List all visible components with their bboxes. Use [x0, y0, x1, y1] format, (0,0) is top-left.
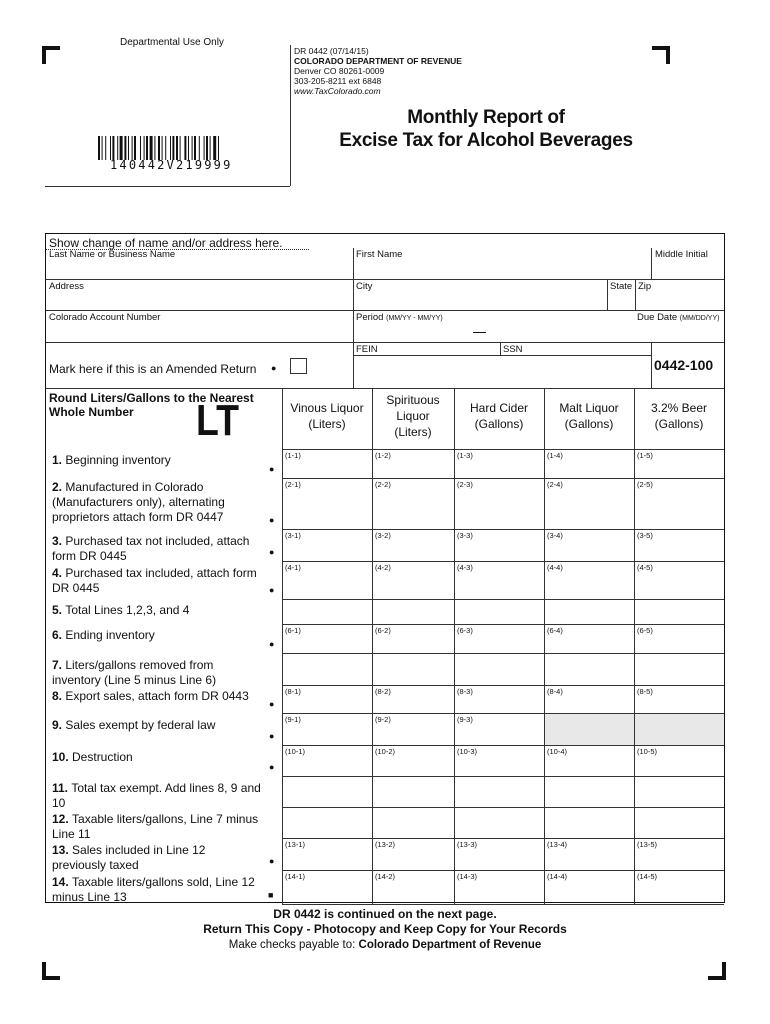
amount-cell[interactable] — [373, 654, 454, 685]
cell-code: (9-3) — [457, 715, 473, 724]
checks-payee: Colorado Department of Revenue — [358, 939, 542, 951]
address-label: Address — [49, 281, 84, 292]
cell-code: (10-5) — [637, 747, 658, 756]
amount-cell — [545, 714, 634, 745]
fein-label: FEIN — [356, 344, 378, 355]
barcode-bar — [162, 136, 163, 160]
cell-code: (3-4) — [547, 531, 563, 540]
cell-code: (10-2) — [375, 747, 396, 756]
state-label: State — [610, 281, 633, 292]
barcode-bar — [117, 136, 118, 160]
first-name-label: First Name — [356, 249, 403, 260]
row-label — [52, 812, 262, 842]
cell-code: (2-3) — [457, 480, 473, 489]
row-divider — [282, 904, 724, 905]
row-label — [52, 603, 262, 618]
row-label — [52, 843, 262, 873]
divider — [46, 279, 724, 280]
column-header-line: Malt Liquor — [559, 401, 619, 415]
amount-cell — [635, 714, 724, 745]
account-number-field[interactable] — [46, 325, 354, 342]
amount-cell[interactable] — [545, 777, 634, 807]
cell-code: (1-5) — [637, 451, 653, 460]
barcode-bar — [132, 136, 133, 160]
row-label — [52, 781, 262, 811]
last-name-label: Last Name or Business Name — [49, 249, 176, 260]
column-header-line: Vinous Liquor — [290, 401, 364, 415]
row-label — [52, 480, 262, 525]
row-label — [52, 875, 262, 905]
form-code: 0442-100 — [654, 357, 714, 373]
bullet-icon: ● — [269, 464, 275, 474]
amount-cell[interactable] — [373, 777, 454, 807]
row-label-text: Liters/gallons removed from inventory (Line 5 minus Line 6) — [52, 658, 217, 687]
checks-note — [0, 938, 770, 953]
cell-code: (14-1) — [285, 872, 306, 881]
barcode-bar — [105, 136, 106, 160]
cell-code: (10-1) — [285, 747, 306, 756]
cell-code: (4-5) — [637, 563, 653, 572]
row-label — [52, 453, 262, 468]
cell-code: (2-1) — [285, 480, 301, 489]
row-number: 1. — [52, 453, 66, 467]
column-header-line: (Gallons) — [564, 417, 614, 431]
amount-cell[interactable] — [283, 654, 372, 685]
amount-cell[interactable] — [455, 600, 544, 624]
fein-field[interactable] — [354, 356, 500, 388]
amount-cell[interactable] — [455, 808, 544, 838]
barcode-bar — [120, 136, 123, 160]
cell-code: (8-2) — [375, 687, 391, 696]
cell-code: (14-5) — [637, 872, 658, 881]
cell-code: (3-1) — [285, 531, 301, 540]
agency-name: COLORADO DEPARTMENT OF REVENUE — [294, 56, 462, 66]
square-bullet-icon: ■ — [268, 890, 274, 900]
cell-code: (6-4) — [547, 626, 563, 635]
barcode-bar — [210, 136, 211, 160]
row-label-text: Ending inventory — [65, 628, 155, 642]
cell-code: (6-2) — [375, 626, 391, 635]
due-date-label — [637, 312, 719, 323]
row-label — [52, 658, 262, 688]
row-number: 9. — [52, 718, 66, 732]
zip-label: Zip — [638, 281, 652, 292]
barcode-bar — [194, 136, 196, 160]
crop-mark-top-left — [42, 46, 60, 64]
amount-cell[interactable] — [635, 777, 724, 807]
copy-note: Return This Copy - Photocopy and Keep Copy for Your Records — [203, 922, 567, 936]
cell-code: (4-4) — [547, 563, 563, 572]
lt-mark: LT — [196, 396, 239, 445]
cell-code: (14-4) — [547, 872, 568, 881]
row-label-text: Taxable liters/gallons, Line 7 minus Line 11 — [52, 812, 259, 841]
round-note-line-1: Round Liters/Gallons to the Nearest — [49, 391, 254, 405]
account-number-label: Colorado Account Number — [49, 312, 161, 323]
divider — [651, 342, 652, 388]
column-header-line: Hard Cider — [469, 401, 529, 415]
row-number: 12. — [52, 812, 73, 826]
page-title — [300, 106, 672, 152]
dept-box-right-border — [290, 45, 291, 186]
bullet-icon: ● — [271, 363, 277, 373]
bullet-icon: ● — [269, 585, 275, 595]
amended-return-label: Mark here if this is an Amended Return — [49, 362, 257, 376]
row-label — [52, 750, 262, 765]
agency-block — [294, 46, 462, 96]
title-line-2: Excise Tax for Alcohol Beverages — [339, 130, 633, 151]
row-number: 6. — [52, 628, 66, 642]
barcode-bar — [172, 136, 174, 160]
barcode-bar — [180, 136, 181, 160]
amended-return-checkbox[interactable] — [290, 358, 307, 374]
barcode-bar — [206, 136, 208, 160]
zip-field[interactable] — [636, 294, 724, 311]
cell-code: (8-5) — [637, 687, 653, 696]
row-number: 13. — [52, 843, 73, 857]
row-label-text: Total tax exempt. Add lines 8, 9 and 10 — [52, 781, 261, 810]
row-label-text: Export sales, attach form DR 0443 — [65, 689, 249, 703]
due-date-format: (MM/DD/YY) — [679, 315, 720, 322]
column-header — [544, 400, 634, 432]
column-header-line: (Gallons) — [474, 417, 524, 431]
row-label — [52, 628, 262, 643]
cell-code: (1-3) — [457, 451, 473, 460]
cell-code: (8-3) — [457, 687, 473, 696]
barcode-bar — [154, 136, 155, 160]
cell-code: (14-2) — [375, 872, 396, 881]
crop-mark-bottom-right — [708, 962, 726, 980]
barcode-bar — [199, 136, 200, 160]
barcode-bar — [192, 136, 193, 160]
cell-code: (1-2) — [375, 451, 391, 460]
bullet-icon: ● — [269, 856, 275, 866]
due-date-label-text: Due Date — [637, 312, 678, 323]
cell-code: (9-1) — [285, 715, 301, 724]
amount-cell[interactable] — [455, 777, 544, 807]
cell-code: (9-2) — [375, 715, 391, 724]
crop-mark-top-right — [652, 46, 670, 64]
barcode-bar — [124, 136, 126, 160]
row-number: 10. — [52, 750, 73, 764]
cell-code: (13-3) — [457, 840, 478, 849]
row-label — [52, 689, 262, 704]
row-label-text: Sales exempt by federal law — [65, 718, 216, 732]
cell-code: (2-4) — [547, 480, 563, 489]
period-label-text: Period — [356, 312, 384, 323]
amount-cell[interactable] — [545, 600, 634, 624]
amount-cell[interactable] — [373, 600, 454, 624]
cell-code: (10-3) — [457, 747, 478, 756]
amount-cell[interactable] — [635, 654, 724, 685]
row-label-text: Purchased tax included, attach form DR 0445 — [52, 566, 257, 595]
row-number: 8. — [52, 689, 66, 703]
divider — [46, 388, 724, 389]
row-label-text: Manufactured in Colorado (Manufacturers only), alternating proprietors attach form DR 0447 — [52, 480, 225, 524]
title-line-1: Monthly Report of — [407, 107, 565, 128]
row-label-text: Taxable liters/gallons sold, Line 12 minus Line 13 — [52, 875, 255, 904]
divider — [500, 342, 501, 355]
barcode-bar — [176, 136, 178, 160]
period-label — [356, 312, 443, 323]
row-number: 2. — [52, 480, 66, 494]
cell-code: (2-2) — [375, 480, 391, 489]
divider — [46, 342, 724, 343]
address-field[interactable] — [46, 294, 354, 311]
report-form — [45, 233, 725, 903]
bullet-icon: ● — [269, 731, 275, 741]
checks-prefix: Make checks payable to: — [228, 939, 356, 951]
last-name-field[interactable] — [46, 262, 354, 280]
column-header — [634, 400, 724, 432]
barcode-bar — [140, 136, 141, 160]
cell-code: (3-2) — [375, 531, 391, 540]
barcode-text: 140442V219999 — [110, 158, 233, 172]
city-field[interactable] — [354, 294, 607, 311]
row-label — [52, 534, 262, 564]
barcode-bar — [150, 136, 153, 160]
divider — [46, 310, 724, 311]
cell-code: (10-4) — [547, 747, 568, 756]
row-number: 14. — [52, 875, 73, 889]
row-number: 11. — [52, 781, 72, 795]
cell-code: (13-1) — [285, 840, 306, 849]
cell-code: (4-3) — [457, 563, 473, 572]
divider — [353, 355, 651, 356]
cell-code: (13-5) — [637, 840, 658, 849]
bullet-icon: ● — [269, 762, 275, 772]
row-label-text: Purchased tax not included, attach form DR 0445 — [52, 534, 250, 563]
cell-code: (4-2) — [375, 563, 391, 572]
barcode-bar — [218, 136, 219, 160]
amount-cell[interactable] — [283, 777, 372, 807]
amount-cell[interactable] — [455, 654, 544, 685]
barcode-bar — [134, 136, 136, 160]
middle-initial-field[interactable] — [652, 262, 724, 280]
barcode-bar — [144, 136, 145, 160]
cell-code: (2-5) — [637, 480, 653, 489]
period-field[interactable] — [354, 325, 634, 342]
period-format: (MM/YY - MM/YY) — [386, 315, 443, 322]
agency-city: Denver CO 80261-0009 — [294, 66, 385, 76]
cell-code: (13-4) — [547, 840, 568, 849]
change-address-note: Show change of name and/or address here. — [49, 236, 283, 250]
cell-code: (1-4) — [547, 451, 563, 460]
column-header-line: (Liters) — [394, 425, 432, 439]
barcode-bar — [112, 136, 114, 160]
barcode-bar — [213, 136, 216, 160]
city-label: City — [356, 281, 373, 292]
column-header-line: (Liters) — [308, 417, 346, 431]
amount-cell[interactable] — [283, 808, 372, 838]
barcode-bar — [158, 136, 160, 160]
row-label-text: Total Lines 1,2,3, and 4 — [65, 603, 190, 617]
dept-box-bottom-border — [45, 186, 290, 187]
barcode-bar — [102, 136, 103, 160]
departmental-use-label: Departmental Use Only — [120, 37, 224, 48]
column-header — [372, 392, 454, 440]
barcode-bar — [188, 136, 189, 160]
bullet-icon: ● — [269, 547, 275, 557]
divider — [607, 279, 608, 310]
ssn-field[interactable] — [501, 356, 651, 388]
amount-cell[interactable] — [635, 808, 724, 838]
cell-code: (1-1) — [285, 451, 301, 460]
column-header-line: 3.2% Beer — [650, 401, 708, 415]
column-header-line: Liquor — [396, 409, 430, 423]
bullet-icon: ● — [269, 699, 275, 709]
cell-code: (3-5) — [637, 531, 653, 540]
round-note-line-2: Whole Number — [49, 405, 134, 419]
barcode-bar — [204, 136, 205, 160]
column-header — [282, 400, 372, 432]
cell-code: (6-5) — [637, 626, 653, 635]
cell-code: (6-3) — [457, 626, 473, 635]
row-label — [52, 566, 262, 596]
row-number: 7. — [52, 658, 66, 672]
cell-code: (14-3) — [457, 872, 478, 881]
column-header — [454, 400, 544, 432]
agency-phone: 303-205-8211 ext 6848 — [294, 76, 382, 86]
row-number: 4. — [52, 566, 66, 580]
column-header-line: (Gallons) — [654, 417, 704, 431]
bullet-icon: ● — [269, 515, 275, 525]
row-number: 5. — [52, 603, 66, 617]
cell-code: (3-3) — [457, 531, 473, 540]
row-label-text: Destruction — [72, 750, 133, 764]
cell-code: (8-1) — [285, 687, 301, 696]
amount-cell[interactable] — [545, 808, 634, 838]
amount-cell[interactable] — [635, 600, 724, 624]
bullet-icon: ● — [269, 639, 275, 649]
barcode-bar — [98, 136, 100, 160]
column-header-line: Spirituous — [386, 393, 440, 407]
row-label-text: Beginning inventory — [65, 453, 171, 467]
cell-code: (13-2) — [375, 840, 396, 849]
cell-code: (6-1) — [285, 626, 301, 635]
row-label — [52, 718, 262, 733]
barcode-bar — [146, 136, 148, 160]
amount-cell[interactable] — [283, 600, 372, 624]
amount-cell[interactable] — [373, 808, 454, 838]
crop-mark-bottom-left — [42, 962, 60, 980]
amount-cell[interactable] — [545, 654, 634, 685]
barcode-bar — [110, 136, 111, 160]
row-label-text: Sales included in Line 12 previously taxed — [52, 843, 206, 872]
barcode-bar — [165, 136, 166, 160]
first-name-field[interactable] — [354, 262, 651, 280]
cell-code: (4-1) — [285, 563, 301, 572]
barcode-bar — [128, 136, 129, 160]
ssn-label: SSN — [503, 344, 523, 355]
barcode-bar — [170, 136, 171, 160]
barcode — [98, 136, 256, 160]
cell-code: (8-4) — [547, 687, 563, 696]
middle-initial-label: Middle Initial — [655, 249, 708, 260]
form-id: DR 0442 (07/14/15) — [294, 46, 369, 56]
row-number: 3. — [52, 534, 66, 548]
continued-note: DR 0442 is continued on the next page. — [273, 907, 497, 921]
barcode-bar — [184, 136, 186, 160]
agency-website: www.TaxColorado.com — [294, 86, 381, 96]
